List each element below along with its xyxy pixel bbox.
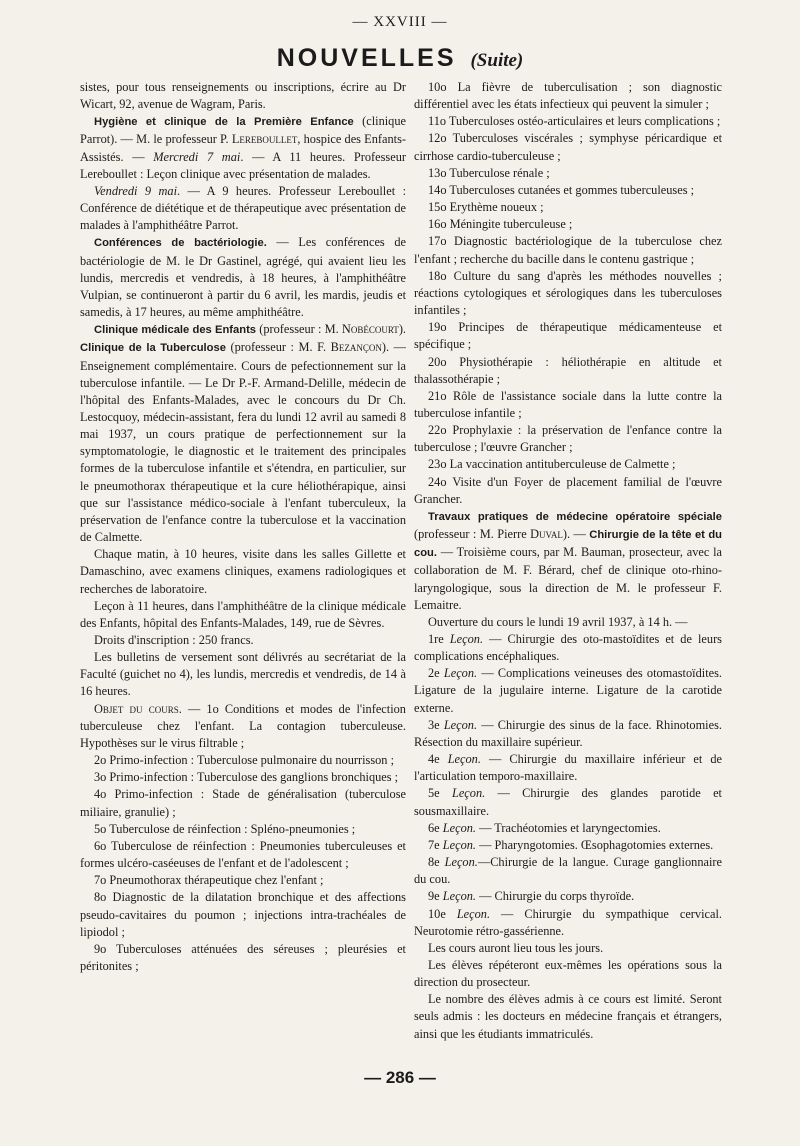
lecon-label: Leçon. <box>449 632 484 646</box>
paragraph <box>80 321 406 546</box>
lecon-item <box>414 906 722 940</box>
lecon-label: Leçon. <box>447 752 481 767</box>
list-item: 6o Tuberculose de réinfection : Pneumonies tuberculeuses et formes ulcéro-caséeuses de l'enfant et de l'adolescent ; <box>80 838 406 871</box>
page-title <box>0 44 800 73</box>
person-name: Nobécourt <box>341 322 399 337</box>
section-heading: Clinique médicale des Enfants <box>94 324 257 337</box>
lecon-label: Leçon. <box>443 666 478 681</box>
lecon-text: — Complications veineuses des otomastoïdites. Ligature de la jugulaire interne. Ligature de la carotide externe. <box>414 666 722 715</box>
lecon-number: 5e <box>428 786 452 801</box>
text: (professeur : M. Pierre <box>414 527 531 542</box>
section-heading: Clinique de la Tuberculose <box>80 342 226 355</box>
lecon-text: — Chirurgie des sinus de la face. Rhinotomies. Résection du maxillaire supérieur. <box>414 717 722 749</box>
lecon-text: —Chirurgie de la langue. Curage ganglionnaire du cou. <box>414 855 722 887</box>
lecon-label: Leçon. <box>444 855 478 870</box>
section-heading: Travaux pratiques de médecine opératoire spéciale <box>428 510 722 523</box>
list-item: 20o Physiothérapie : héliothérapie en altitude et thalassothérapie ; <box>414 354 722 386</box>
lecon-number: 4e <box>428 752 448 767</box>
lecon-item <box>414 854 722 888</box>
list-item: 23o La vaccination antituberculeuse de Calmette ; <box>428 457 676 472</box>
lecon-label: Leçon. <box>442 837 477 852</box>
text: (professeur : M. F. <box>225 340 331 355</box>
text: , hospice des Enfants-Assistés. — <box>80 132 406 164</box>
list-item: 12o Tuberculoses viscérales ; symphyse péricardique et cirrhose cardio-tuberculeuse ; <box>414 131 722 163</box>
paragraph: Les élèves répéteront eux-mêmes les opérations sous la direction du prosecteur. <box>414 957 722 990</box>
list-item: 2o Primo-infection : Tuberculose pulmonaire du nourrisson ; <box>94 753 394 768</box>
paragraph: Le nombre des élèves admis à ce cours est limité. Seront seuls admis : les docteurs en médecine français et étrangers, ainsi que les étudiants immatriculés. <box>414 992 722 1041</box>
text: — Les conférences de bactériologie de M. le Dr Gastinel, agrégé, qui avaient lieu les lundis, mercredis et vendredis, à 18 heures, à l'amphithéâtre Vulpian, se continueront à partir du 6 avril, les mardis, jeudis et samedis, à 17 heures, au même amphithéâtre. <box>80 235 406 320</box>
date: Mercredi 7 mai <box>153 149 241 164</box>
text: ). <box>398 322 407 337</box>
section-heading: Chirurgie de la tête et du cou. <box>414 529 722 560</box>
list-item: 24o Visite d'un Foyer de placement familial de l'œuvre Grancher. <box>414 474 722 506</box>
page-roman-numeral: — XXVIII — <box>352 14 448 30</box>
section-heading: Conférences de bactériologie. <box>94 237 267 250</box>
lecon-number: 9e <box>428 889 443 904</box>
list-item: 16o Méningite tuberculeuse ; <box>428 217 573 232</box>
list-item: 4o Primo-infection : Stade de généralisation (tuberculose miliaire, granulie) ; <box>80 787 406 819</box>
lecon-number: 3e <box>428 717 444 732</box>
list-item: 9o Tuberculoses atténuées des séreuses ; pleurésies et péritonites ; <box>80 941 406 973</box>
lecon-label: Leçon. <box>443 717 478 732</box>
lecon-number: 2e <box>428 666 444 681</box>
lecon-label: Leçon. <box>456 906 491 921</box>
text: (clinique Parrot). — M. le professeur P. <box>80 114 407 147</box>
lecon-label: Leçon. <box>442 889 477 904</box>
list-item: 13o Tuberculose rénale ; <box>428 165 550 180</box>
text: (professeur : M. <box>256 322 342 337</box>
paragraph: Ouverture du cours le lundi 19 avril 1937, à 14 h. — <box>428 614 688 629</box>
text: . — A 9 heures. Professeur Lereboullet : Conférence de diététique et de thérapeutique avec présentation de malades à l'amphithéâtre Parrot. <box>80 183 406 233</box>
lecon-item <box>414 888 722 905</box>
person-name: Duval <box>530 527 563 542</box>
lecon-item <box>414 631 722 665</box>
person-name: Lereboullet <box>231 132 298 147</box>
list-item: 19o Principes de thérapeutique médicamenteuse et spécifique ; <box>414 320 722 352</box>
lecon-number: 10e <box>428 906 457 921</box>
text: . — A 11 heures. Professeur Lereboullet : Leçon clinique avec présentation de malades. <box>80 149 406 181</box>
list-item: 21o Rôle de l'assistance sociale dans la lutte contre la tuberculose infantile ; <box>414 388 722 420</box>
lecon-text: — Chirurgie du corps thyroïde. <box>476 889 635 904</box>
text: ). — <box>562 527 590 542</box>
title-suite: (Suite) <box>470 50 524 71</box>
lecon-text: — Trachéotomies et laryngectomies. <box>476 820 661 835</box>
lecon-text: — Chirurgie des glandes parotide et sousmaxillaire. <box>414 786 722 818</box>
lecon-text: — Chirurgie du maxillaire inférieur et de l'articulation temporo-maxillaire. <box>414 752 722 784</box>
lecon-item <box>414 785 722 819</box>
lecon-text: — Chirurgie du sympathique cervical. Neurotomie rétro-gassérienne. <box>414 906 722 938</box>
lecon-item <box>414 837 722 854</box>
lecon-text: — Chirurgie des oto-mastoïdites et de leurs complications encéphaliques. <box>414 632 722 664</box>
list-item: 15o Erythème noueux ; <box>428 200 544 215</box>
paragraph: Les cours auront lieu tous les jours. <box>428 940 604 955</box>
lecon-item <box>414 665 722 716</box>
list-item: 18o Culture du sang d'après les méthodes nouvelles ; réactions cytologiques et sérologiques dans les tuberculoses infantiles ; <box>414 268 722 318</box>
paragraph <box>80 234 406 321</box>
lecon-label: Leçon. <box>451 786 486 801</box>
section-heading: Hygiène et clinique de la Première Enfance <box>94 116 354 129</box>
left-column <box>80 79 406 975</box>
list-item: 3o Primo-infection : Tuberculose des ganglions bronchiques ; <box>94 770 399 785</box>
list-item: 22o Prophylaxie : la préservation de l'enfance contre la tuberculose ; l'œuvre Grancher ; <box>414 423 722 455</box>
page-number: — 286 — <box>364 1068 436 1087</box>
text: — 1o Conditions et modes de l'infection tuberculeuse chez l'enfant. La contagion tuberculeuse. Hypothèses sur le virus filtrable ; <box>80 701 406 750</box>
paragraph: sistes, pour tous renseignements ou inscriptions, écrire au Dr Wicart, 92, avenue de Wagram, Paris. <box>80 80 406 112</box>
list-item: 8o Diagnostic de la dilatation bronchique et des affections pseudo-cavitaires du poumon ; injections intra-trachéales de lipiodol ; <box>80 890 406 939</box>
lecon-item <box>414 751 722 785</box>
lecon-number: 6e <box>428 820 443 835</box>
lecon-item <box>414 717 722 751</box>
lecon-number: 8e <box>428 855 445 870</box>
lecon-text: — Pharyngotomies. Œsophagotomies externes. <box>476 837 714 852</box>
list-item: 10o La fièvre de tuberculisation ; son diagnostic différentiel avec les états infectieux qui peuvent la simuler ; <box>414 80 722 112</box>
list-item: 17o Diagnostic bactériologique de la tuberculose chez l'enfant ; recherche du bacille dans le contenu gastrique ; <box>414 234 722 266</box>
lecon-label: Leçon. <box>442 820 477 835</box>
text: ). — Enseignement complémentaire. Cours de pefectionnement sur la tuberculose infantile. — Le Dr P.-F. Armand-Delille, médecin de l'hôpital des Enfants-Malades, avec le concours du Dr Ch. Lestocquoy, médecin-assistant, fera du lundi 12 avril au samedi 8 mai 1937, un cours pratique de perfectionnement sur la symptomatologie, le diagnostic et le traitement des principales formes de la tuberculose infantile et s'étendra, en particulier, sur le pneumothorax thérapeutique et la cure héliothérapique, ainsi que sur l'assistance médico-sociale à l'enfant tuberculeux, la préservation de l'enfance contre la tuberculose et la vaccination de Calmette. <box>80 340 406 545</box>
text: — Troisième cours, par M. Bauman, prosecteur, avec la collaboration de M. F. Bérard, chef de clinique oto-rhino-laryngologique, sous la direction de M. le professeur F. Lemaitre. <box>414 545 722 612</box>
paragraph <box>414 508 722 614</box>
list-item: 7o Pneumothorax thérapeutique chez l'enfant ; <box>94 873 324 888</box>
list-item: 11o Tuberculoses ostéo-articulaires et leurs complications ; <box>428 114 721 129</box>
lecon-item <box>414 820 722 837</box>
subheading: Objet du cours. <box>94 701 182 716</box>
right-column <box>414 79 722 1043</box>
paragraph: Leçon à 11 heures, dans l'amphithéâtre de la clinique médicale des Enfants, hôpital des Enfants-Malades, 149, rue de Sèvres. <box>80 598 406 630</box>
paragraph: Chaque matin, à 10 heures, visite dans les salles Gillette et Damaschino, avec examens cliniques, examens radiologiques et recherches de laboratoire. <box>80 547 406 596</box>
paragraph <box>80 113 406 183</box>
person-name: Bezançon <box>330 340 382 355</box>
list-item: 14o Tuberculoses cutanées et gommes tuberculeuses ; <box>428 182 695 197</box>
list-item: 5o Tuberculose de réinfection : Spléno-pneumonies ; <box>94 821 356 836</box>
paragraph <box>80 701 406 752</box>
paragraph: Droits d'inscription : 250 francs. <box>94 633 254 647</box>
lecon-number: 1re <box>428 632 450 646</box>
title-text: NOUVELLES <box>276 44 457 72</box>
paragraph <box>80 183 406 234</box>
paragraph: Les bulletins de versement sont délivrés au secrétariat de la Faculté (guichet no 4), les lundis, mercredis et vendredis, de 14 à 16 heures. <box>80 650 406 699</box>
date: Vendredi 9 mai <box>94 183 177 198</box>
lecon-number: 7e <box>428 837 443 852</box>
